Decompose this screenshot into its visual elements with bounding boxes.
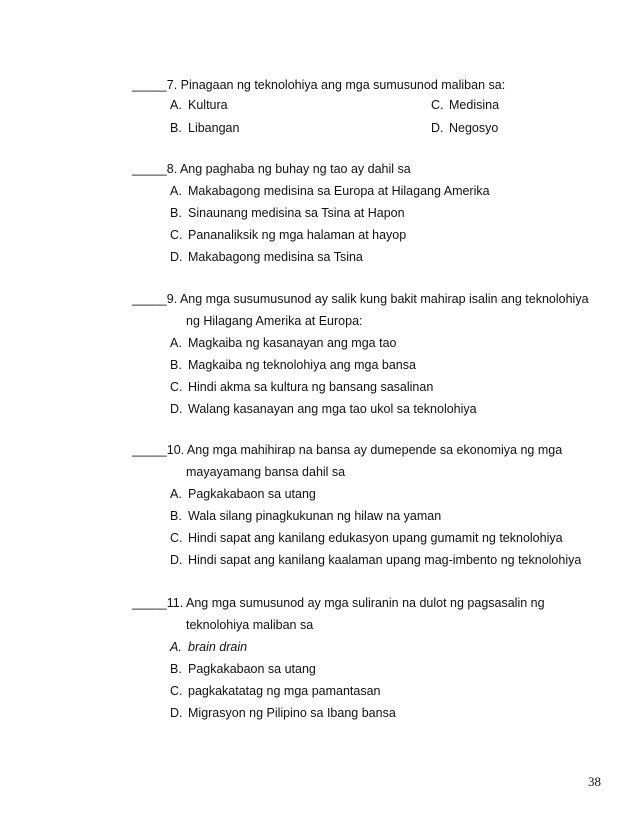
- question-8-stem: _____8. Ang paghaba ng buhay ng tao ay dahil sa: [132, 162, 411, 176]
- option-text: Hindi sapat ang kanilang edukasyon upang gumamit ng teknolohiya: [188, 531, 563, 545]
- question-8-option-d: [170, 250, 363, 264]
- question-8-option-a: [170, 184, 490, 198]
- question-7-option-a: [170, 98, 228, 112]
- option-text: brain drain: [188, 640, 248, 654]
- question-11-stem: _____11. Ang mga sumusunod ay mga suliranin na dulot ng pagsasalin ng: [132, 596, 545, 610]
- option-letter: A.: [170, 98, 182, 112]
- option-text: Pagkakabaon sa utang: [188, 487, 316, 501]
- question-11-option-a: [170, 640, 247, 654]
- option-text: Magkaiba ng teknolohiya ang mga bansa: [188, 358, 416, 372]
- option-letter: B.: [170, 662, 182, 676]
- option-letter: C.: [170, 531, 183, 545]
- option-text: Walang kasanayan ang mga tao ukol sa teknolohiya: [188, 402, 477, 416]
- option-letter: A.: [170, 184, 182, 198]
- option-text: Migrasyon ng Pilipino sa Ibang bansa: [188, 706, 396, 720]
- option-letter: D.: [170, 250, 183, 264]
- question-10-stem-continuation: mayayamang bansa dahil sa: [186, 465, 346, 479]
- question-9-stem: _____9. Ang mga susumusunod ay salik kung bakit mahirap isalin ang teknolohiya: [132, 292, 589, 306]
- question-9-option-c: [170, 380, 433, 394]
- question-11-option-b: [170, 662, 316, 676]
- question-11-stem-continuation: teknolohiya maliban sa: [186, 618, 314, 632]
- question-7-option-c: [431, 98, 499, 112]
- question-11-option-d: [170, 706, 396, 720]
- option-letter: C.: [170, 684, 183, 698]
- question-10-option-a: [170, 487, 316, 501]
- question-11-option-c: [170, 684, 381, 698]
- option-text: Hindi sapat ang kanilang kaalaman upang mag-imbento ng teknolohiya: [188, 553, 582, 567]
- option-letter: D.: [170, 402, 183, 416]
- option-text: Wala silang pinagkukunan ng hilaw na yaman: [188, 509, 442, 523]
- option-text: pagkakatatag ng mga pamantasan: [188, 684, 381, 698]
- page-number: 38: [588, 774, 601, 789]
- option-letter: A.: [170, 640, 182, 654]
- option-text: Kultura: [188, 98, 228, 112]
- option-letter: C.: [170, 228, 183, 242]
- question-10-option-c: [170, 531, 563, 545]
- option-letter: A.: [170, 487, 182, 501]
- question-8-option-b: [170, 206, 405, 220]
- question-8-option-c: [170, 228, 406, 242]
- option-letter: D.: [431, 121, 444, 135]
- option-text: Libangan: [188, 121, 240, 135]
- option-letter: C.: [431, 98, 444, 112]
- option-letter: B.: [170, 121, 182, 135]
- option-text: Medisina: [449, 98, 500, 112]
- question-9-option-a: [170, 336, 396, 350]
- option-text: Pagkakabaon sa utang: [188, 662, 316, 676]
- question-10-stem: _____10. Ang mga mahihirap na bansa ay dumepende sa ekonomiya ng mga: [132, 443, 563, 457]
- option-text: Negosyo: [449, 121, 499, 135]
- question-9-stem-continuation: ng Hilagang Amerika at Europa:: [186, 314, 363, 328]
- question-9-option-b: [170, 358, 416, 372]
- question-7-option-d: [431, 121, 498, 135]
- option-text: Magkaiba ng kasanayan ang mga tao: [188, 336, 397, 350]
- question-10-option-b: [170, 509, 441, 523]
- option-letter: C.: [170, 380, 183, 394]
- question-7-stem: _____7. Pinagaan ng teknolohiya ang mga sumusunod maliban sa:: [132, 78, 506, 92]
- option-text: Makabagong medisina sa Tsina: [188, 250, 363, 264]
- question-9-option-d: [170, 402, 477, 416]
- option-text: Sinaunang medisina sa Tsina at Hapon: [188, 206, 405, 220]
- option-text: Makabagong medisina sa Europa at Hilagang Amerika: [188, 184, 490, 198]
- option-letter: B.: [170, 206, 182, 220]
- option-letter: D.: [170, 706, 183, 720]
- option-letter: D.: [170, 553, 183, 567]
- question-10-option-d: [170, 553, 581, 567]
- option-letter: B.: [170, 509, 182, 523]
- option-text: Pananaliksik ng mga halaman at hayop: [188, 228, 407, 242]
- option-letter: B.: [170, 358, 182, 372]
- question-7-option-b: [170, 121, 239, 135]
- option-letter: A.: [170, 336, 182, 350]
- option-text: Hindi akma sa kultura ng bansang sasalinan: [188, 380, 434, 394]
